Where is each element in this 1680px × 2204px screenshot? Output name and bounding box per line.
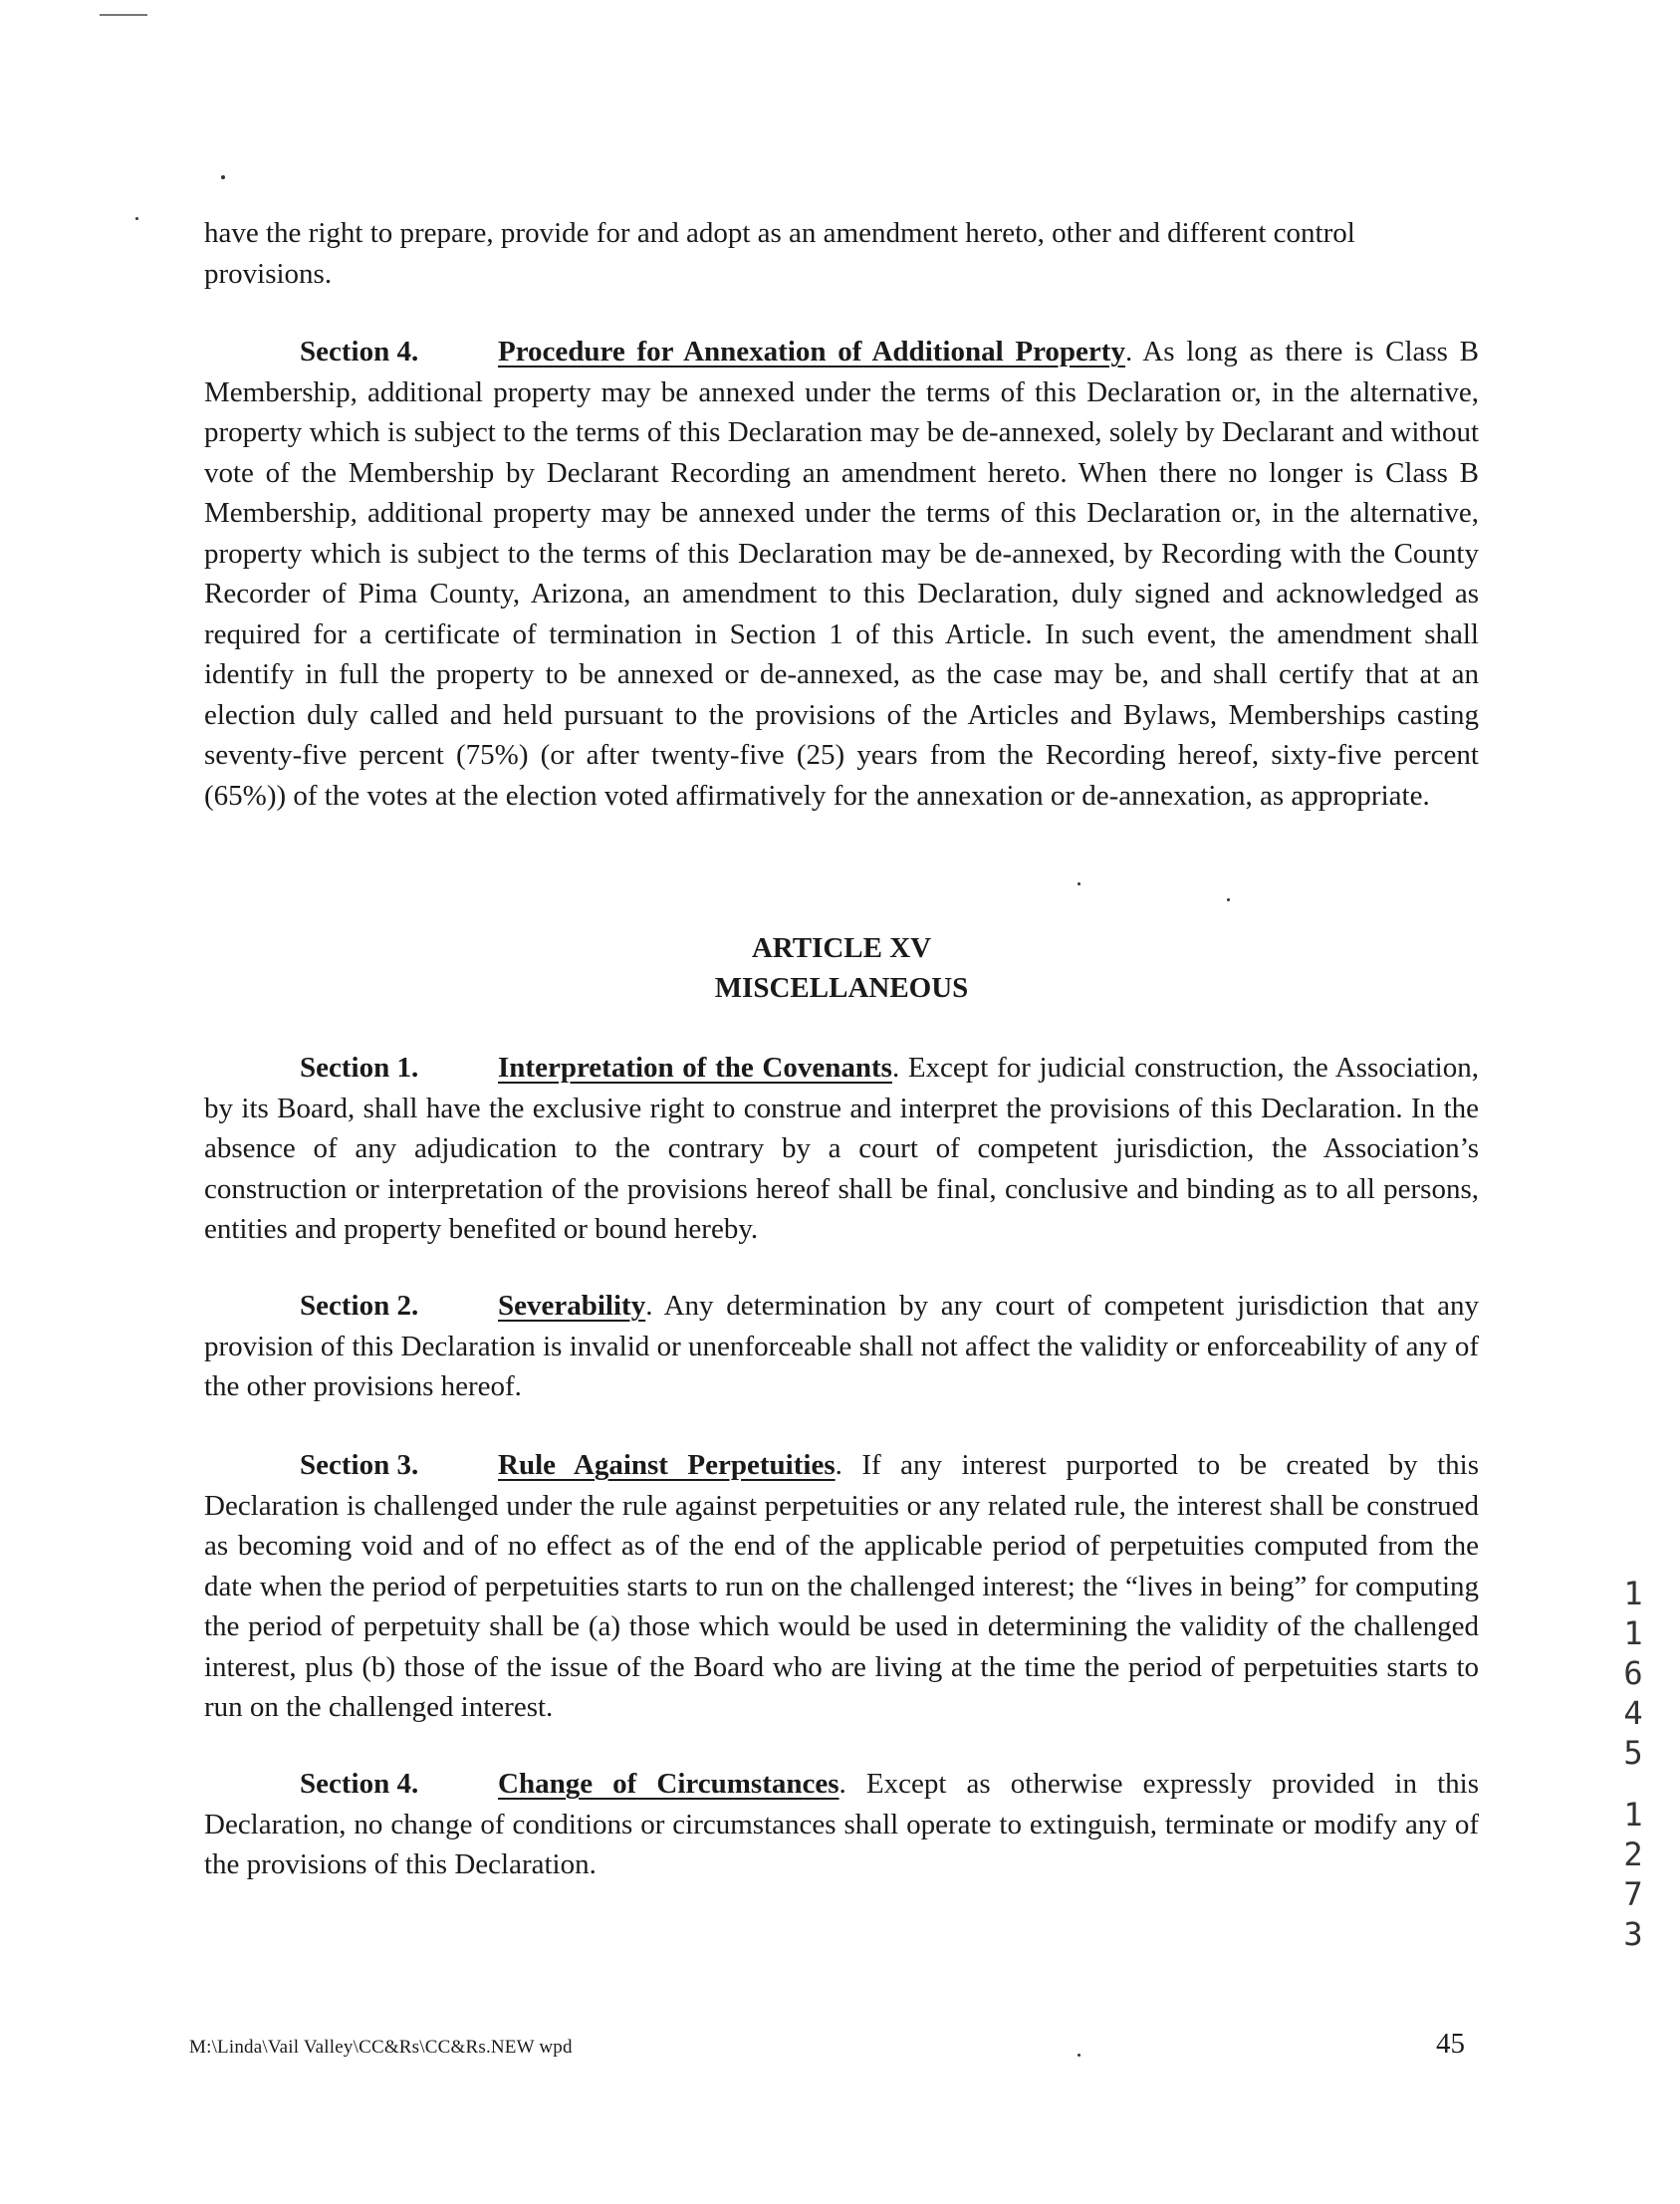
recording-digit: 7	[1623, 1875, 1643, 1913]
section-1	[204, 1048, 1479, 1250]
section-body: . As long as there is Class B Membership, additional property may be annexed under the terms of this Declaration or, in the alternative, property which is subject to the terms of this Declaration may be de-annexed, solely by Declarant and without vote of the Membership by Declarant Recording an amendment hereto. When there no longer is Class B Membership, additional property may be annexed under the terms of this Declaration or, in the alternative, property which is subject to the terms of this Declaration may be de-annexed, by Recording with the County Recorder of Pima County, Arizona, an amendment to this Declaration, duly signed and acknowledged as required for a certificate of termination in Section 1 of this Article. In such event, the amendment shall identify in full the property to be annexed or de-annexed, as the case may be, and shall certify that at an election duly called and held pursuant to the provisions of the Articles and Bylaws, Memberships casting seventy-five percent (75%) (or after twenty-five (25) years from the Recording hereof, sixty-five percent (65%)) of the votes at the election voted affirmatively for the annexation or de-annexation, as appropriate.	[204, 336, 1479, 812]
section-title: Interpretation of the Covenants	[498, 1052, 892, 1084]
recording-digit: 1	[1623, 1614, 1643, 1652]
scan-speck	[1078, 882, 1080, 885]
scan-speck	[1078, 2054, 1080, 2057]
section-number: Section 4.	[300, 336, 419, 367]
article-title: MISCELLANEOUS	[714, 972, 969, 1004]
section-body: . Except for judicial construction, the Association, by its Board, shall have the exclusive right to construe and interpret the provisions of this Declaration. In the absence of any adjudication to the contrary by a court of competent jurisdiction, the Association’s construction or interpretation of the provisions hereof shall be final, conclusive and binding as to all persons, entities and property benefited or bound hereby.	[204, 1052, 1479, 1245]
continuation-paragraph	[204, 213, 1479, 294]
section-title: Severability	[498, 1290, 646, 1322]
section-number: Section 3.	[300, 1449, 419, 1481]
section-title: Rule Against Perpetuities	[498, 1449, 836, 1481]
section-body: . Except as otherwise expressly provided in this Declaration, no change of conditions or circumstances shall operate to extinguish, terminate or modify any of the provisions of this Declaration.	[204, 1768, 1479, 1880]
section-body: . Any determination by any court of competent jurisdiction that any provision of this Declaration is invalid or unenforceable shall not affect the validity or enforceability of any of the other provisions hereof.	[204, 1290, 1479, 1402]
recording-digit: 4	[1623, 1694, 1643, 1732]
top-edge-mark	[100, 14, 147, 16]
recording-digit: 5	[1623, 1734, 1643, 1772]
section-2	[204, 1286, 1479, 1407]
page-number: 45	[1436, 2028, 1465, 2060]
recording-digit: 1	[1623, 1575, 1643, 1612]
recording-stamp	[1618, 1574, 1648, 1954]
section-number: Section 2.	[300, 1290, 419, 1322]
section-title: Change of Circumstances	[498, 1768, 840, 1800]
article-heading	[204, 928, 1479, 1008]
section-title: Procedure for Annexation of Additional Property	[498, 336, 1125, 367]
recording-digit: 2	[1623, 1836, 1643, 1873]
section-number: Section 4.	[300, 1768, 419, 1800]
section-4	[204, 1764, 1479, 1885]
section-3	[204, 1445, 1479, 1728]
recording-digit: 6	[1623, 1654, 1643, 1692]
footer-file-path: M:\Linda\Vail Valley\CC&Rs\CC&Rs.NEW wpd	[189, 2037, 573, 2058]
section-number: Section 1.	[300, 1052, 419, 1084]
recording-gap	[1618, 1773, 1648, 1795]
article-14-section-4	[204, 332, 1479, 816]
scan-speck	[1227, 898, 1230, 901]
continuation-text: have the right to prepare, provide for and adopt as an amendment hereto, other and different control provisions.	[204, 217, 1355, 290]
recording-digit: 1	[1623, 1796, 1643, 1834]
recording-digit: 3	[1623, 1915, 1643, 1953]
scan-speck	[221, 175, 225, 179]
article-number: ARTICLE XV	[751, 932, 932, 964]
scan-speck	[135, 217, 138, 220]
section-body: . If any interest purported to be created by this Declaration is challenged under the rule against perpetuities or any related rule, the interest shall be construed as becoming void and of no effect as of the end of the applicable period of perpetuities computed from the date when the period of perpetuities starts to run on the challenged interest; the “lives in being” for computing the period of perpetuity shall be (a) those which would be used in determining the validity of the challenged interest, plus (b) those of the issue of the Board who are living at the time the period of perpetuities starts to run on the challenged interest.	[204, 1449, 1479, 1723]
